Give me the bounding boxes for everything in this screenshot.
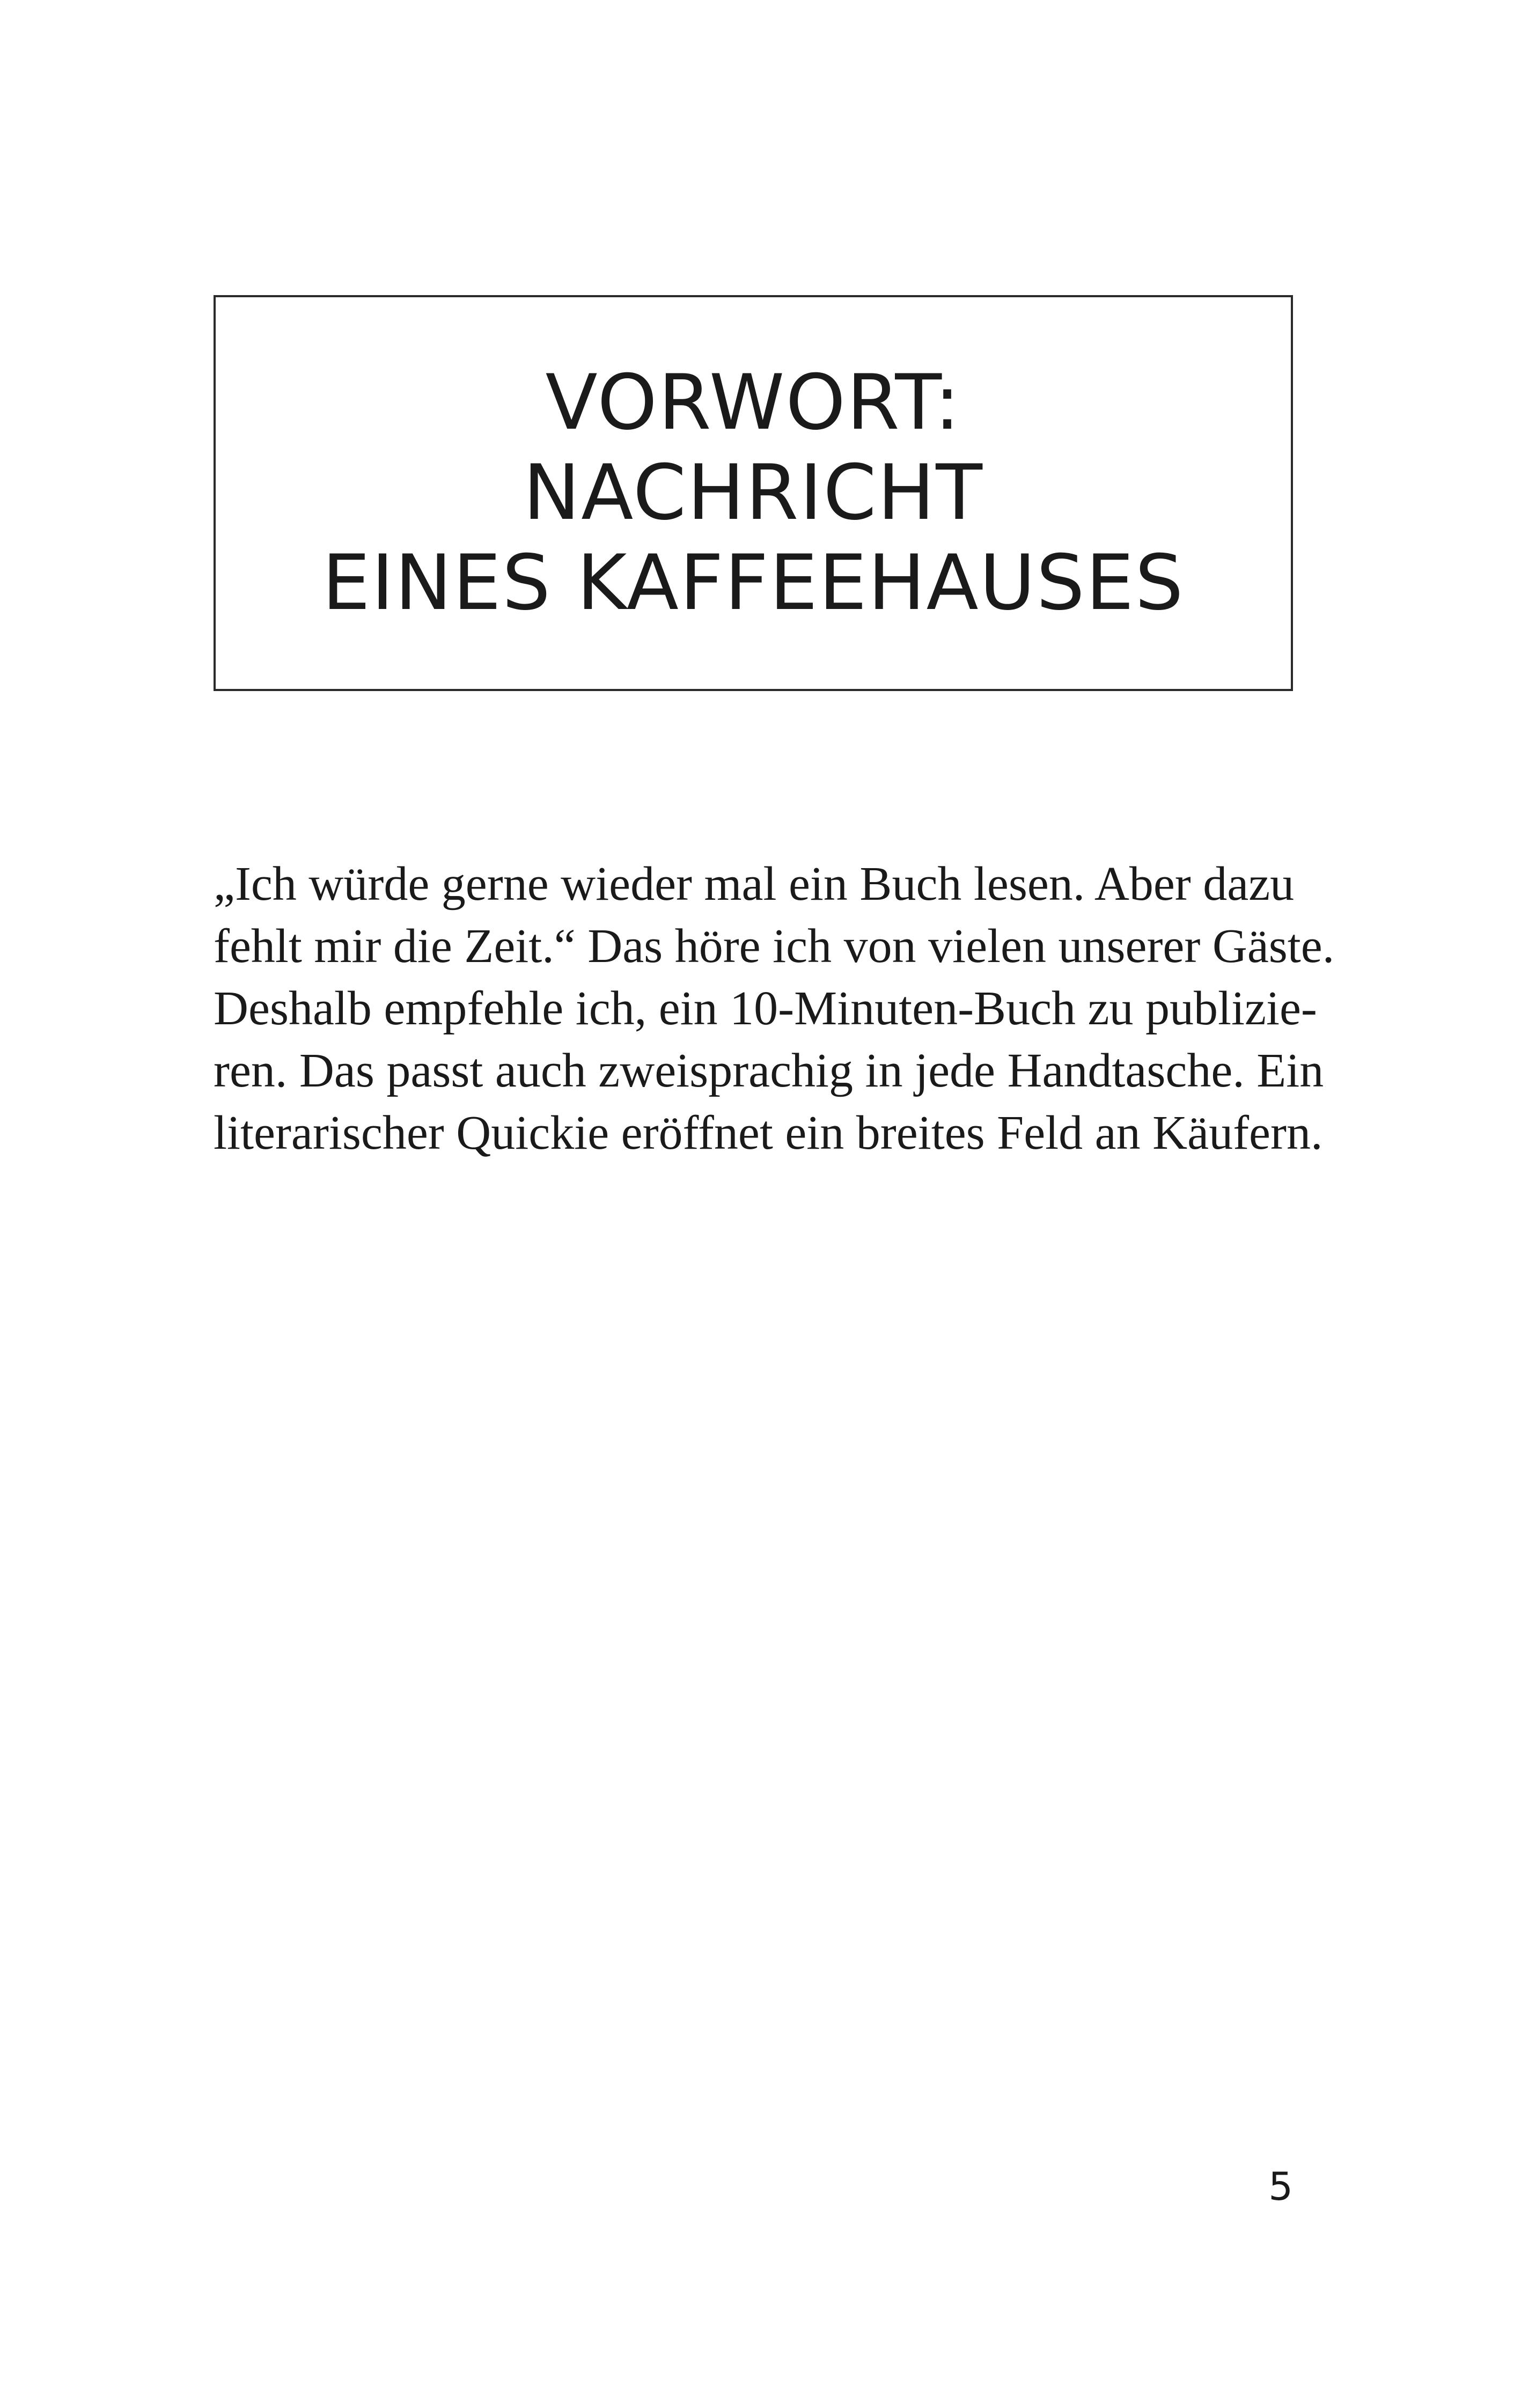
chapter-title-line: EINES KAFFEEHAUSES: [322, 539, 1185, 627]
body-line: „Ich würde gerne wieder mal ein Buch lesen. Aber dazu: [214, 857, 1295, 911]
body-paragraph: [214, 853, 1335, 1164]
chapter-title-line: NACHRICHT: [523, 449, 983, 537]
body-line: fehlt mir die Zeit.“ Das höre ich von vielen unserer Gäste.: [214, 920, 1335, 973]
chapter-title-box: [214, 295, 1293, 691]
body-line: Deshalb empfehle ich, ein 10-Minuten-Buch zu publizie-: [214, 982, 1317, 1035]
body-line: ren. Das passt auch zweisprachig in jede Handtasche. Ein: [214, 1044, 1324, 1097]
page-number: 5: [1268, 2164, 1293, 2209]
chapter-title-line: VORWORT:: [545, 358, 961, 447]
body-line: literarischer Quickie eröffnet ein breites Feld an Käufern.: [214, 1106, 1323, 1159]
